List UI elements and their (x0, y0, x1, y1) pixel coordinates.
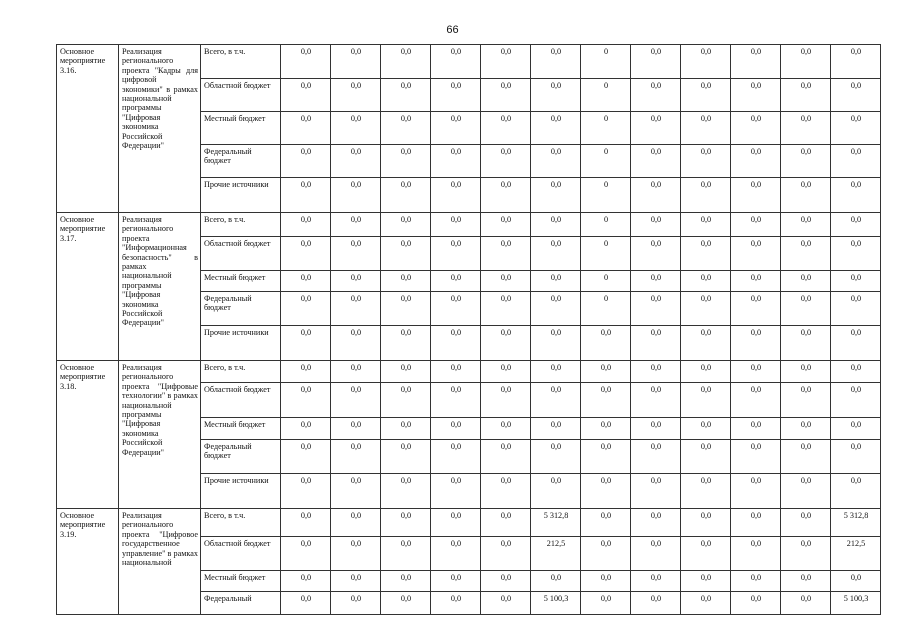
value-cell: 0,0 (381, 571, 431, 592)
funding-source: Местный бюджет (201, 418, 281, 440)
funding-source: Всего, в т.ч. (201, 509, 281, 537)
value-cell: 0,0 (831, 145, 881, 178)
funding-source: Федеральный бюджет (201, 145, 281, 178)
value-cell: 0,0 (631, 440, 681, 474)
value-cell: 0,0 (331, 271, 381, 292)
value-cell: 212,5 (831, 537, 881, 571)
activity-name: Реализация регионального проекта "Информационная безопасность" в рамках национальной программы "Цифровая экономика Российской Федерации" (119, 213, 201, 361)
funding-source: Прочие источники (201, 474, 281, 509)
value-cell: 0,0 (731, 79, 781, 112)
value-cell: 0,0 (731, 237, 781, 271)
value-cell: 0,0 (781, 440, 831, 474)
activity-code: Основное мероприятие 3.18. (57, 361, 119, 509)
value-cell: 0,0 (581, 326, 631, 361)
value-cell: 0,0 (281, 145, 331, 178)
value-cell: 0,0 (581, 383, 631, 418)
value-cell: 0,0 (731, 537, 781, 571)
value-cell: 0,0 (781, 213, 831, 237)
funding-source: Прочие источники (201, 178, 281, 213)
funding-source: Областной бюджет (201, 537, 281, 571)
funding-source: Федеральный бюджет (201, 440, 281, 474)
value-cell: 0,0 (531, 112, 581, 145)
value-cell: 0,0 (331, 440, 381, 474)
value-cell: 0,0 (781, 292, 831, 326)
value-cell: 0,0 (531, 45, 581, 79)
value-cell: 0,0 (281, 45, 331, 79)
value-cell: 0,0 (731, 178, 781, 213)
value-cell: 0,0 (431, 474, 481, 509)
value-cell: 0,0 (781, 383, 831, 418)
value-cell: 0,0 (481, 79, 531, 112)
value-cell: 0,0 (731, 383, 781, 418)
value-cell: 0,0 (331, 474, 381, 509)
value-cell: 0,0 (631, 474, 681, 509)
funding-source: Областной бюджет (201, 383, 281, 418)
value-cell: 0,0 (431, 537, 481, 571)
value-cell: 0,0 (481, 592, 531, 615)
value-cell: 0,0 (681, 112, 731, 145)
value-cell: 0 (581, 145, 631, 178)
value-cell: 0,0 (831, 237, 881, 271)
value-cell: 0,0 (281, 271, 331, 292)
value-cell: 0,0 (681, 571, 731, 592)
value-cell: 0,0 (331, 571, 381, 592)
value-cell: 0,0 (581, 571, 631, 592)
value-cell: 0,0 (531, 361, 581, 383)
value-cell: 0,0 (331, 292, 381, 326)
value-cell: 0,0 (281, 592, 331, 615)
value-cell: 0,0 (531, 213, 581, 237)
value-cell: 0,0 (781, 361, 831, 383)
value-cell: 0,0 (331, 509, 381, 537)
value-cell: 0,0 (481, 237, 531, 271)
value-cell: 0,0 (631, 145, 681, 178)
value-cell: 0,0 (781, 79, 831, 112)
value-cell: 212,5 (531, 537, 581, 571)
value-cell: 0,0 (481, 474, 531, 509)
value-cell: 0,0 (531, 79, 581, 112)
value-cell: 0,0 (331, 79, 381, 112)
value-cell: 0,0 (681, 292, 731, 326)
value-cell: 0,0 (631, 112, 681, 145)
value-cell: 0,0 (481, 509, 531, 537)
value-cell: 0,0 (781, 145, 831, 178)
value-cell: 0,0 (681, 45, 731, 79)
value-cell: 0,0 (681, 361, 731, 383)
value-cell: 0,0 (681, 213, 731, 237)
table-row (57, 361, 881, 383)
value-cell: 0,0 (731, 361, 781, 383)
value-cell: 0,0 (381, 361, 431, 383)
value-cell: 0,0 (781, 592, 831, 615)
value-cell: 0,0 (781, 271, 831, 292)
value-cell: 0,0 (281, 79, 331, 112)
value-cell: 0,0 (831, 474, 881, 509)
value-cell: 0,0 (281, 213, 331, 237)
value-cell: 0,0 (831, 178, 881, 213)
value-cell: 0,0 (331, 361, 381, 383)
value-cell: 0,0 (481, 361, 531, 383)
value-cell: 0,0 (481, 213, 531, 237)
value-cell: 5 100,3 (531, 592, 581, 615)
value-cell: 0,0 (281, 237, 331, 271)
value-cell: 0 (581, 178, 631, 213)
value-cell: 0,0 (481, 571, 531, 592)
value-cell: 0,0 (481, 292, 531, 326)
value-cell: 0,0 (431, 592, 481, 615)
value-cell: 0,0 (281, 418, 331, 440)
value-cell: 0,0 (531, 326, 581, 361)
value-cell: 0 (581, 271, 631, 292)
value-cell: 0,0 (431, 145, 481, 178)
value-cell: 0,0 (731, 112, 781, 145)
value-cell: 0,0 (831, 383, 881, 418)
value-cell: 0,0 (831, 418, 881, 440)
value-cell: 0,0 (531, 292, 581, 326)
table-row (57, 509, 881, 537)
value-cell: 0,0 (481, 326, 531, 361)
funding-source: Федеральный бюджет (201, 292, 281, 326)
value-cell: 0,0 (381, 178, 431, 213)
value-cell: 0,0 (331, 112, 381, 145)
value-cell: 0,0 (681, 79, 731, 112)
value-cell: 0,0 (281, 112, 331, 145)
value-cell: 0,0 (781, 112, 831, 145)
value-cell: 0,0 (631, 326, 681, 361)
value-cell: 0,0 (381, 145, 431, 178)
value-cell: 0 (581, 237, 631, 271)
value-cell: 0,0 (681, 592, 731, 615)
value-cell: 0,0 (581, 592, 631, 615)
value-cell: 0,0 (281, 571, 331, 592)
value-cell: 0,0 (431, 383, 481, 418)
value-cell: 0,0 (381, 326, 431, 361)
value-cell: 0,0 (731, 474, 781, 509)
value-cell: 0,0 (281, 509, 331, 537)
value-cell: 5 312,8 (831, 509, 881, 537)
value-cell: 0 (581, 292, 631, 326)
value-cell: 0,0 (531, 440, 581, 474)
value-cell: 0,0 (681, 145, 731, 178)
value-cell: 0,0 (631, 592, 681, 615)
value-cell: 0,0 (781, 237, 831, 271)
value-cell: 0,0 (731, 418, 781, 440)
value-cell: 0,0 (281, 474, 331, 509)
value-cell: 0,0 (581, 474, 631, 509)
value-cell: 0,0 (481, 271, 531, 292)
value-cell: 0,0 (731, 213, 781, 237)
value-cell: 0,0 (431, 440, 481, 474)
funding-source: Областной бюджет (201, 237, 281, 271)
value-cell: 5 312,8 (531, 509, 581, 537)
value-cell: 0,0 (531, 474, 581, 509)
value-cell: 0,0 (831, 361, 881, 383)
activity-name: Реализация регионального проекта "Цифровые технологии" в рамках национальной программы "Цифровая экономика Российской Федерации" (119, 361, 201, 509)
value-cell: 0,0 (681, 537, 731, 571)
value-cell: 0,0 (681, 178, 731, 213)
page-number: 66 (446, 24, 459, 36)
value-cell: 0,0 (681, 326, 731, 361)
value-cell: 0,0 (781, 418, 831, 440)
value-cell: 0,0 (381, 45, 431, 79)
value-cell: 0,0 (381, 383, 431, 418)
value-cell: 0,0 (531, 178, 581, 213)
value-cell: 0,0 (281, 440, 331, 474)
value-cell: 0,0 (331, 592, 381, 615)
value-cell: 0,0 (481, 418, 531, 440)
value-cell: 0,0 (831, 213, 881, 237)
value-cell: 0,0 (481, 383, 531, 418)
funding-source: Всего, в т.ч. (201, 45, 281, 79)
value-cell: 0,0 (631, 537, 681, 571)
value-cell: 0,0 (331, 418, 381, 440)
funding-source: Всего, в т.ч. (201, 213, 281, 237)
value-cell: 0,0 (731, 592, 781, 615)
value-cell: 0,0 (381, 292, 431, 326)
value-cell: 0,0 (581, 418, 631, 440)
value-cell: 0,0 (731, 509, 781, 537)
value-cell: 0,0 (731, 440, 781, 474)
value-cell: 0,0 (731, 292, 781, 326)
funding-source: Местный бюджет (201, 112, 281, 145)
activity-code: Основное мероприятие 3.17. (57, 213, 119, 361)
activity-code: Основное мероприятие 3.16. (57, 45, 119, 213)
value-cell: 0,0 (281, 383, 331, 418)
value-cell: 0,0 (431, 45, 481, 79)
value-cell: 0,0 (431, 418, 481, 440)
value-cell: 0,0 (831, 292, 881, 326)
value-cell: 0,0 (281, 537, 331, 571)
value-cell: 0,0 (281, 361, 331, 383)
value-cell: 5 100,3 (831, 592, 881, 615)
value-cell: 0,0 (281, 326, 331, 361)
value-cell: 0,0 (681, 383, 731, 418)
value-cell: 0,0 (331, 45, 381, 79)
value-cell: 0,0 (381, 213, 431, 237)
value-cell: 0,0 (731, 271, 781, 292)
value-cell: 0,0 (381, 592, 431, 615)
funding-source: Федеральный (201, 592, 281, 615)
value-cell: 0,0 (281, 292, 331, 326)
value-cell: 0,0 (831, 45, 881, 79)
value-cell: 0,0 (481, 537, 531, 571)
value-cell: 0,0 (431, 292, 481, 326)
activity-code: Основное мероприятие 3.19. (57, 509, 119, 615)
value-cell: 0,0 (631, 571, 681, 592)
funding-source: Областной бюджет (201, 79, 281, 112)
value-cell: 0,0 (531, 271, 581, 292)
funding-source: Местный бюджет (201, 271, 281, 292)
value-cell: 0,0 (331, 537, 381, 571)
value-cell: 0,0 (381, 112, 431, 145)
value-cell: 0,0 (731, 145, 781, 178)
value-cell: 0,0 (381, 440, 431, 474)
value-cell: 0,0 (731, 45, 781, 79)
table-row (57, 45, 881, 79)
value-cell: 0,0 (781, 509, 831, 537)
value-cell: 0,0 (431, 361, 481, 383)
value-cell: 0 (581, 112, 631, 145)
value-cell: 0,0 (431, 509, 481, 537)
value-cell: 0,0 (831, 271, 881, 292)
value-cell: 0,0 (731, 326, 781, 361)
value-cell: 0,0 (631, 509, 681, 537)
value-cell: 0,0 (731, 571, 781, 592)
value-cell: 0,0 (581, 509, 631, 537)
value-cell: 0,0 (681, 440, 731, 474)
value-cell: 0,0 (831, 112, 881, 145)
value-cell: 0,0 (681, 474, 731, 509)
value-cell: 0,0 (631, 79, 681, 112)
value-cell: 0,0 (631, 361, 681, 383)
value-cell: 0,0 (381, 237, 431, 271)
value-cell: 0,0 (381, 474, 431, 509)
value-cell: 0,0 (281, 178, 331, 213)
value-cell: 0,0 (781, 326, 831, 361)
value-cell: 0,0 (531, 237, 581, 271)
value-cell: 0,0 (481, 45, 531, 79)
value-cell: 0,0 (331, 213, 381, 237)
value-cell: 0,0 (331, 237, 381, 271)
value-cell: 0,0 (531, 418, 581, 440)
activity-name: Реализация регионального проекта "Цифровое государственное управление" в рамках национальной (119, 509, 201, 615)
value-cell: 0,0 (431, 571, 481, 592)
value-cell: 0,0 (681, 237, 731, 271)
value-cell: 0,0 (331, 383, 381, 418)
value-cell: 0,0 (381, 418, 431, 440)
budget-table-body (57, 45, 881, 615)
value-cell: 0,0 (381, 509, 431, 537)
value-cell: 0 (581, 79, 631, 112)
value-cell: 0,0 (431, 237, 481, 271)
value-cell: 0,0 (781, 474, 831, 509)
value-cell: 0,0 (581, 361, 631, 383)
value-cell: 0,0 (781, 178, 831, 213)
value-cell: 0 (581, 45, 631, 79)
value-cell: 0,0 (781, 537, 831, 571)
value-cell: 0,0 (631, 237, 681, 271)
value-cell: 0,0 (631, 178, 681, 213)
value-cell: 0,0 (481, 178, 531, 213)
value-cell: 0,0 (431, 112, 481, 145)
value-cell: 0,0 (831, 326, 881, 361)
table-row (57, 213, 881, 237)
value-cell: 0,0 (531, 571, 581, 592)
value-cell: 0,0 (331, 326, 381, 361)
funding-source: Местный бюджет (201, 571, 281, 592)
funding-source: Прочие источники (201, 326, 281, 361)
value-cell: 0,0 (581, 440, 631, 474)
value-cell: 0,0 (781, 571, 831, 592)
value-cell: 0 (581, 213, 631, 237)
value-cell: 0,0 (431, 326, 481, 361)
value-cell: 0,0 (481, 440, 531, 474)
value-cell: 0,0 (831, 440, 881, 474)
value-cell: 0,0 (431, 178, 481, 213)
value-cell: 0,0 (381, 537, 431, 571)
value-cell: 0,0 (831, 79, 881, 112)
value-cell: 0,0 (531, 145, 581, 178)
value-cell: 0,0 (431, 79, 481, 112)
activity-name: Реализация регионального проекта "Кадры для цифровой экономики" в рамках национальной программы "Цифровая экономика Российской Федерации" (119, 45, 201, 213)
value-cell: 0,0 (431, 271, 481, 292)
budget-table (56, 44, 881, 615)
value-cell: 0,0 (631, 271, 681, 292)
value-cell: 0,0 (381, 79, 431, 112)
value-cell: 0,0 (631, 213, 681, 237)
value-cell: 0,0 (331, 178, 381, 213)
value-cell: 0,0 (631, 418, 681, 440)
value-cell: 0,0 (631, 45, 681, 79)
value-cell: 0,0 (681, 509, 731, 537)
funding-source: Всего, в т.ч. (201, 361, 281, 383)
value-cell: 0,0 (681, 271, 731, 292)
value-cell: 0,0 (581, 537, 631, 571)
value-cell: 0,0 (631, 383, 681, 418)
value-cell: 0,0 (381, 271, 431, 292)
value-cell: 0,0 (631, 292, 681, 326)
value-cell: 0,0 (831, 571, 881, 592)
value-cell: 0,0 (431, 213, 481, 237)
value-cell: 0,0 (531, 383, 581, 418)
value-cell: 0,0 (781, 45, 831, 79)
value-cell: 0,0 (681, 418, 731, 440)
value-cell: 0,0 (331, 145, 381, 178)
value-cell: 0,0 (481, 112, 531, 145)
value-cell: 0,0 (481, 145, 531, 178)
